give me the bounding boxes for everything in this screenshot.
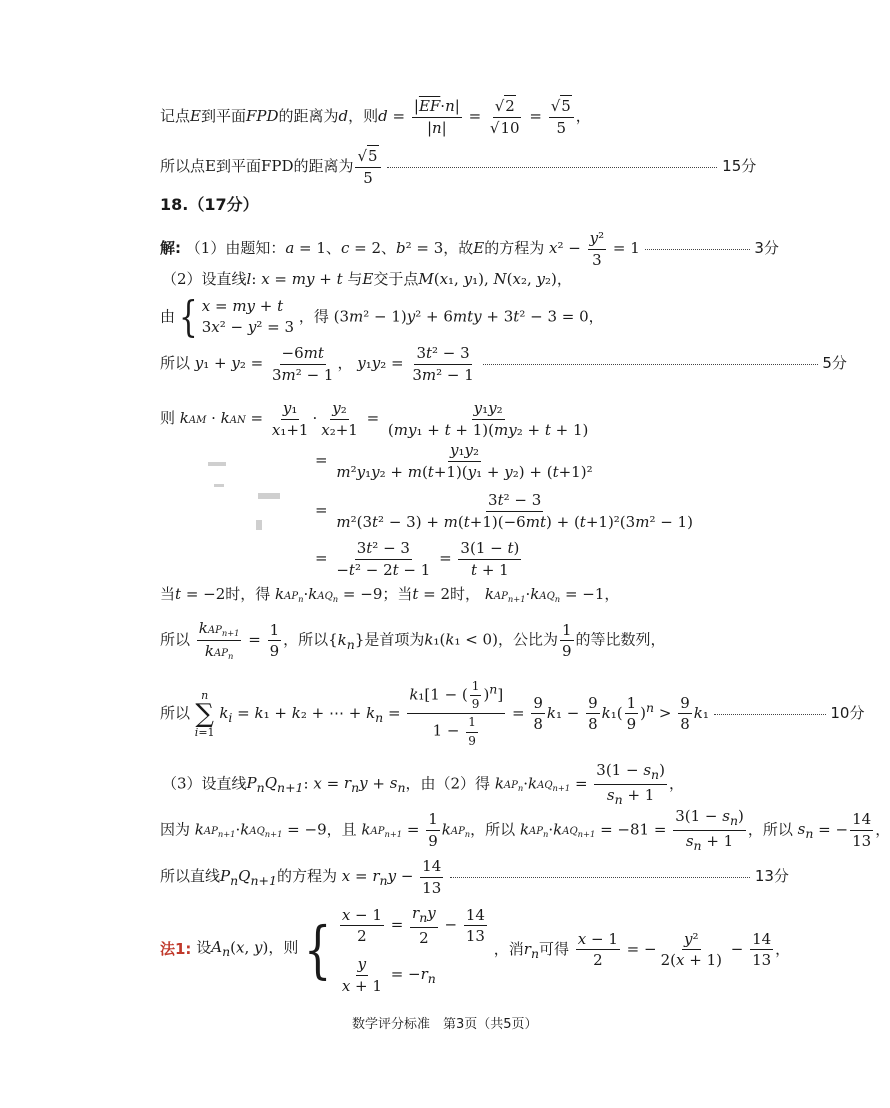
question-18-title: 18.（17分）: [160, 195, 259, 214]
score-13: 13分: [754, 867, 789, 885]
solution-system: 由{ x = my + t 3x² − y² = 3 ，得 (3m² − 1)y² + 6mty + 3t² − 3 = 0，: [160, 292, 604, 341]
method1-label: 法1:: [160, 940, 192, 959]
line-distance-result: 所以点E到平面FPD的距离为 $\frac{√5}{5}$ 15分: [160, 147, 757, 187]
solution-geometric-seq: 所以 $\frac{kAP_{n+1}}{kAP_n}$ = $\frac{1}{9}$ ，所以$\{k_n\}$是首项为k₁(k₁ < 0)，公比为 $\frac{1}{9}$ 的等比数列，: [160, 619, 666, 662]
solution-cases: 当t = −2时，得 kAP$_n$·kAQ$_n$ = −9；当t = 2时， kAP$_{n+1}$·kAQ$_n$ = −1，: [160, 585, 620, 604]
distance-fraction: $\frac{|\overline{EF}\cdot n|}{|n|}$: [413, 97, 460, 137]
solution-part1: 解: （1）由题知：a = 1、c = 2、b² = 3，故E的方程为 x² − $\frac{\text{y²}}{3}$ = 1 3分: [160, 229, 779, 269]
solution-step4: = $\frac{\text{3t² − 3}}{\text{−t² − 2t − 1}}$ = $\frac{3(1 - t)}{t + 1}$: [315, 539, 520, 579]
score-15: 15分: [722, 157, 757, 175]
line2-text: 所以点E到平面FPD的距离为: [160, 157, 354, 175]
solution-part3-setup: （3）设直线$P_nQ_{n+1}$: $x = r_ny + s_n$，由（2）得 kAP$_n$·kAQ$_{n+1}$ = $\frac{3(1 - s_n)}{s_n + 1}$ ，: [162, 761, 684, 807]
scan-artifact: [214, 484, 224, 487]
score-5: 5分: [822, 354, 847, 372]
score-3: 3分: [754, 239, 779, 257]
solution-line-equation: 所以直线$P_nQ_{n+1}$的方程为 $x = r_ny$ − $\frac{14}{13}$ 13分: [160, 857, 789, 897]
solution-sum: 所以 n ∑ i=1 $k_i = k_1 + k_2$ + ⋯ + $k_n$ = k₁[1 − ( $\frac{1}{9}$ )$^n$] 1 − $\frac{1}{9}$ = $\frac{9}{8}$ k₁ − $\frac{9}{8}$ k₁( $\frac{1}{9}$ )$^n$ > $\frac{9}{8}$ k₁ 10分: [160, 679, 865, 748]
solution-method1: 法1: 设$A_n(x$, y)，则{ $\frac{x - 1}{2}$ = $\frac{r_ny}{2}$ − $\frac{14}{13}$ $\frac{y}{x + 1}$ = $-r_n$ ，消$r_n$可得 $\frac{x - 1}{2}$ = − $\frac{\text{y²}}{2(x + 1)}$ − $\frac{14}{13}$ ，: [160, 904, 791, 995]
line-distance-def: 记点E到平面FPD的距离为d，则d = $\frac{|\overline{EF}\cdot n|}{|n|}$ = $\frac{√2}{√10}$ = $\frac{√5}{5}$ ，: [160, 97, 591, 137]
scan-artifact: [258, 493, 280, 499]
solution-step2: = $\frac{\text{y₁y₂}}{\text{m²y₁y₂ + m(t+1)(y₁ + y₂) + (t+1)²}}$: [315, 441, 593, 481]
solution-part2-setup: （2）设直线l: x = my + t 与E交于点M(x₁, y₁), N(x₂, y₂)，: [162, 270, 572, 288]
solution-vieta: 所以 y₁ + y₂ = $\frac{-6mt}{\text{3m² − 1}}$ ， y₁y₂ = $\frac{\text{3t² − 3}}{\text{3m² − 1}}$ 5分: [160, 344, 847, 384]
solution-step3: = $\frac{\text{3t² − 3}}{\text{m²(3t² − 3) + m(t+1)(−6mt) + (t+1)²(3m² − 1)}}$: [315, 491, 693, 531]
scan-artifact: [208, 462, 226, 466]
solution-slope-product: 则 kAM · kAN = $\frac{\text{y₁}}{\text{x₁+1}}$ · $\frac{\text{y₂}}{\text{x₂+1}}$ = $\frac{\text{y₁y₂}}{\text{(my₁ + t + 1)(my₂ + t + 1)}}$: [160, 399, 589, 439]
score-10: 10分: [830, 703, 865, 722]
page-footer: 数学评分标准 第3页（共5页）: [352, 1017, 538, 1032]
solution-sn-value: 因为 kAP$_{n+1}$·kAQ$_{n+1}$ = −9，且 kAP$_{n+1}$ = $\frac{1}{9}$ kAP$_n$，所以 kAP$_n$·kAQ$_{n+1}$ = −81 = $\frac{3(1 - s_n)}{s_n + 1}$ ，所以 $s_n$ = − $\frac{14}{13}$ ，: [160, 807, 890, 853]
scan-artifact: [256, 520, 262, 530]
solution-prefix: 解:: [160, 239, 181, 257]
